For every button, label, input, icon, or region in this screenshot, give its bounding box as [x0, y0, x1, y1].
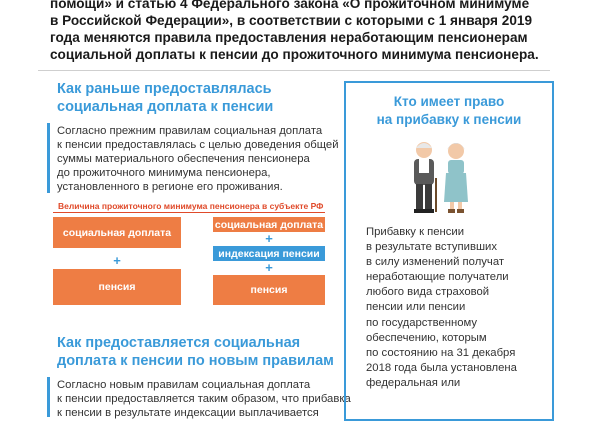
social-supplement-box: социальная доплата	[53, 217, 181, 248]
new-rules-text: Согласно новым правилам социальная доплата к пенсии предоставляется таким образом, что прибавка к пенсии в результате индексации выплачивается	[57, 379, 351, 419]
intro-line: помощи» и статью 4 Федерального закона «О прожиточном минимуме	[50, 0, 530, 11]
new-rules-accent-bar	[47, 377, 50, 417]
plus-icon: +	[265, 231, 273, 246]
elderly-couple-icon	[400, 140, 480, 215]
subsistence-minimum-line	[53, 212, 325, 213]
plus-icon: +	[265, 260, 273, 275]
intro-line: года меняются правила предоставления неработающим пенсионерам	[50, 30, 528, 45]
pension-box: пенсия	[53, 269, 181, 305]
divider	[38, 70, 550, 71]
social-supplement-box-new: социальная доплата	[214, 218, 324, 231]
intro-line: в Российской Федерации», в соответствии с которыми с 1 января 2019	[50, 13, 532, 28]
eligibility-text: Прибавку к пенсии в результате вступивших в силу изменений получат неработающие получатели любого вида страховой пенсии или пенсии по государственному обеспечению, которым по состоянию на 31 декабря 2018 года была установлена федеральная или	[366, 226, 517, 389]
eligibility-title: Кто имеет право на прибавку к пенсии	[376, 94, 522, 127]
new-rules-title: Как предоставляется социальная доплата к пенсии по новым правилам	[57, 335, 334, 369]
subsistence-minimum-label: Величина прожиточного минимума пенсионера в субъекте РФ	[58, 201, 324, 211]
pension-indexation-box: индексация пенсии	[213, 246, 325, 261]
intro-paragraph	[50, 0, 550, 63]
old-rules-text: Согласно прежним правилам социальная доплата к пенсии предоставлялась с целью доведения общей суммы материального обеспечения пенсионера до прожиточного минимума пенсионера, установленного в регионе его проживания.	[57, 125, 339, 193]
old-rules-accent-bar	[47, 123, 50, 193]
plus-icon: +	[113, 253, 121, 268]
intro-line: социальной доплаты к пенсии до прожиточного минимума пенсионера.	[50, 47, 539, 62]
pension-box-new: пенсия	[213, 275, 325, 305]
old-rules-title: Как раньше предоставлялась социальная доплата к пенсии	[57, 81, 274, 115]
